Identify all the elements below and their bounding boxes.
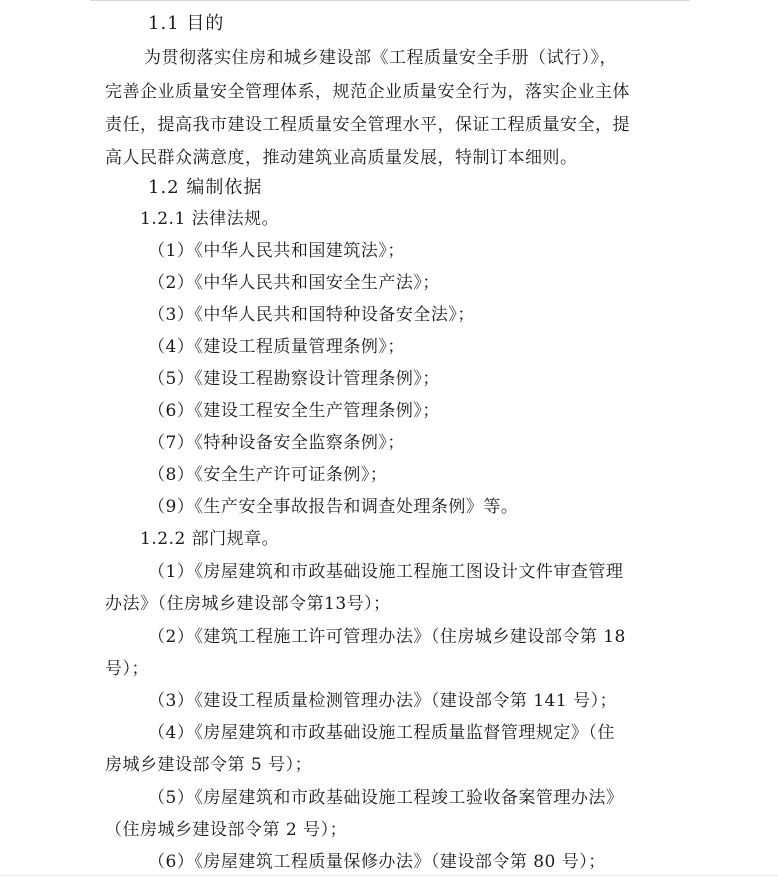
- list-item: （9）《生产安全事故报告和调查处理条例》等。: [148, 497, 519, 517]
- list-item-continuation: 房城乡建设部令第 5 号）；: [105, 755, 313, 775]
- paragraph-line: 完善企业质量安全管理体系，规范企业质量安全行为，落实企业主体: [105, 82, 630, 102]
- list-item: （3）《中华人民共和国特种设备安全法》；: [148, 305, 475, 325]
- page-bottom-edge: [0, 875, 778, 876]
- section-heading-1-2: 1.2 编制依据: [148, 177, 263, 198]
- list-item: （7）《特种设备安全监察条例》；: [148, 433, 405, 453]
- list-item: （2）《建筑工程施工许可管理办法》（住房城乡建设部令第 18: [148, 627, 626, 647]
- list-item: （4）《建设工程质量管理条例》；: [148, 337, 405, 357]
- list-item: （4）《房屋建筑和市政基础设施工程质量监督管理规定》（住: [148, 723, 615, 743]
- list-item: （3）《建设工程质量检测管理办法》（建设部令第 141 号）；: [148, 691, 618, 711]
- paragraph-line: 高人民群众满意度，推动建筑业高质量发展，特制订本细则。: [105, 148, 578, 168]
- section-heading-1-1: 1.1 目的: [148, 13, 225, 34]
- list-item: （1）《房屋建筑和市政基础设施工程施工图设计文件审查管理: [148, 562, 624, 582]
- list-item-continuation: 号）；: [105, 659, 149, 679]
- list-item: （6）《房屋建筑工程质量保修办法》（建设部令第 80 号）；: [148, 852, 606, 872]
- list-item: （2）《中华人民共和国安全生产法》；: [148, 273, 440, 293]
- subsection-heading-1-2-2: 1.2.2 部门规章。: [140, 529, 280, 549]
- list-item: （1）《中华人民共和国建筑法》；: [148, 241, 405, 261]
- subsection-heading-1-2-1: 1.2.1 法律法规。: [140, 209, 280, 229]
- list-item: （5）《房屋建筑和市政基础设施工程竣工验收备案管理办法》: [148, 788, 624, 808]
- list-item: （6）《建设工程安全生产管理条例》；: [148, 401, 440, 421]
- list-item: （8）《安全生产许可证条例》；: [148, 465, 388, 485]
- paragraph-line: 责任，提高我市建设工程质量安全管理水平，保证工程质量安全，提: [105, 115, 630, 135]
- list-item-continuation: 办法》（住房城乡建设部令第13号）；: [105, 594, 391, 614]
- paragraph-line: 为贯彻落实住房和城乡建设部《工程质量安全手册（试行）》，: [144, 48, 617, 68]
- list-item-continuation: （住房城乡建设部令第 2 号）；: [105, 820, 348, 840]
- page-top-edge: [90, 0, 690, 1]
- list-item: （5）《建设工程勘察设计管理条例》；: [148, 369, 440, 389]
